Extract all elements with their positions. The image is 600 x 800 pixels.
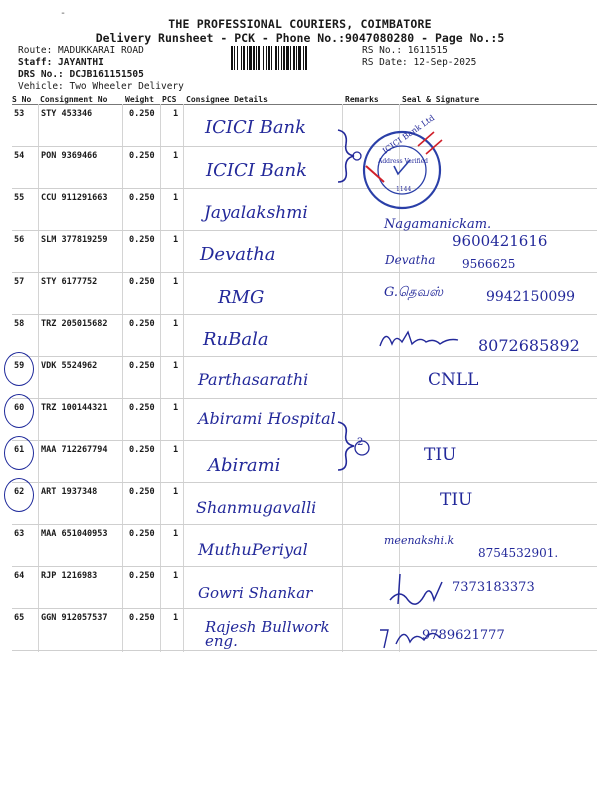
row-sno: 64 — [14, 571, 25, 581]
handwritten-consignee: ICICI Bank — [206, 160, 308, 181]
col-header-consignment: Consignment No — [40, 95, 108, 104]
row-consignment-no: TRZ 205015682 — [41, 319, 108, 329]
handwritten-consignee: Rajesh Bullwork eng. — [205, 618, 330, 650]
signature-scribble — [386, 570, 446, 612]
row-weight: 0.250 — [129, 319, 155, 329]
row-consignment-no: GGN 912057537 — [41, 613, 108, 623]
signature-name: meenakshi.k — [384, 534, 455, 547]
row-weight: 0.250 — [129, 445, 155, 455]
barcode-bar — [281, 46, 282, 70]
row-weight: 0.250 — [129, 487, 155, 497]
row-sno: 58 — [14, 319, 25, 329]
row-sno: 61 — [14, 445, 25, 455]
row-sno: 62 — [14, 487, 25, 497]
row-divider — [12, 272, 597, 273]
row-divider — [12, 566, 597, 567]
row-sno: 53 — [14, 109, 25, 119]
row-sno: 57 — [14, 277, 25, 287]
row-pcs: 1 — [173, 109, 179, 119]
row-weight: 0.250 — [129, 529, 155, 539]
barcode-bar — [249, 46, 252, 70]
barcode-bar — [305, 46, 307, 70]
drs-label: DRS No.: DCJB161151505 — [18, 69, 144, 80]
staff-label: Staff: JAYANTHI — [18, 57, 104, 68]
barcode-bar — [241, 46, 242, 70]
barcode — [231, 46, 357, 70]
signature-phone: 9789621777 — [422, 628, 505, 643]
row-consignment-no: RJP 1216983 — [41, 571, 98, 581]
barcode-bar — [256, 46, 257, 70]
signature: Devatha — [385, 253, 436, 267]
barcode-bar — [275, 46, 277, 70]
row-weight: 0.250 — [129, 235, 155, 245]
signature-phone: 7373183373 — [452, 580, 535, 595]
row-pcs: 1 — [173, 445, 179, 455]
col-header-weight: Weight — [125, 95, 154, 104]
row-weight: 0.250 — [129, 361, 155, 371]
row-pcs: 1 — [173, 319, 179, 329]
row-consignment-no: ART 1937348 — [41, 487, 98, 497]
row-pcs: 1 — [173, 235, 179, 245]
company-title: THE PROFESSIONAL COURIERS, COIMBATORE — [168, 17, 432, 31]
row-pcs: 1 — [173, 529, 179, 539]
row-sno: 60 — [14, 403, 25, 413]
row-divider — [12, 650, 597, 651]
signature: TIU — [424, 445, 457, 465]
barcode-bar — [283, 46, 285, 70]
stamp-text: ICICI Bank Ltd — [380, 113, 437, 156]
row-consignment-no: VDK 5524962 — [41, 361, 98, 371]
col-divider — [122, 104, 123, 652]
handwritten-consignee: Abirami — [208, 455, 281, 476]
rs-date: RS Date: 12-Sep-2025 — [362, 57, 477, 68]
row-sno: 54 — [14, 151, 25, 161]
barcode-bar — [271, 46, 272, 70]
brace-marker-number: 2 — [357, 437, 364, 448]
barcode-bar — [268, 46, 270, 70]
handwritten-consignee: Gowri Shankar — [198, 584, 313, 602]
barcode-bar — [234, 46, 235, 70]
col-divider — [38, 104, 39, 652]
row-consignment-no: MAA 651040953 — [41, 529, 108, 539]
signature-name: Nagamanickam. — [384, 217, 492, 232]
barcode-bar — [263, 46, 264, 70]
row-pcs: 1 — [173, 487, 179, 497]
barcode-bar — [258, 46, 260, 70]
stamp-text: Address Verified — [378, 158, 429, 165]
signature-phone: 8072685892 — [478, 336, 580, 355]
row-consignment-no: CCU 911291663 — [41, 193, 108, 203]
col-divider — [160, 104, 161, 652]
row-sno: 65 — [14, 613, 25, 623]
row-weight: 0.250 — [129, 277, 155, 287]
signature-phone: 8754532901. — [478, 546, 559, 560]
barcode-bar — [278, 46, 279, 70]
handwritten-consignee: MuthuPeriyal — [198, 540, 308, 559]
row-pcs: 1 — [173, 151, 179, 161]
handwritten-consignee: Abirami Hospital — [198, 409, 336, 428]
stray-mark: - — [60, 8, 67, 19]
vehicle-label: Vehicle: Two Wheeler Delivery — [18, 81, 184, 92]
row-consignment-no: STY 453346 — [41, 109, 93, 119]
barcode-bar — [303, 46, 304, 70]
col-header-seal: Seal & Signature — [402, 95, 480, 104]
rs-number: RS No.: 1611515 — [362, 45, 448, 56]
row-pcs: 1 — [173, 361, 179, 371]
row-divider — [12, 314, 597, 315]
row-pcs: 1 — [173, 277, 179, 287]
header-rule — [12, 104, 597, 105]
row-divider — [12, 440, 597, 441]
row-pcs: 1 — [173, 571, 179, 581]
signature: G.தெவஸ் — [384, 285, 444, 300]
barcode-bar — [296, 46, 297, 70]
route-label: Route: MADUKKARAI ROAD — [18, 45, 144, 56]
col-header-pcs: PCS — [162, 95, 177, 104]
row-weight: 0.250 — [129, 571, 155, 581]
row-consignment-no: MAA 712267794 — [41, 445, 108, 455]
row-divider — [12, 524, 597, 525]
row-divider — [12, 146, 597, 147]
circled-serial-mark — [4, 394, 34, 428]
row-pcs: 1 — [173, 403, 179, 413]
brace-mark — [334, 418, 374, 474]
barcode-bar — [290, 46, 291, 70]
row-weight: 0.250 — [129, 151, 155, 161]
circled-serial-mark — [4, 478, 34, 512]
barcode-bar — [231, 46, 233, 70]
row-divider — [12, 356, 597, 357]
signature-phone: 9566625 — [462, 257, 516, 271]
row-consignment-no: PON 9369466 — [41, 151, 98, 161]
row-divider — [12, 482, 597, 483]
circled-serial-mark — [4, 352, 34, 386]
row-consignment-no: STY 6177752 — [41, 277, 98, 287]
col-divider — [342, 104, 343, 652]
signature: CNLL — [428, 370, 479, 390]
handwritten-consignee: Shanmugavalli — [196, 498, 317, 517]
barcode-bar — [286, 46, 289, 70]
barcode-bar — [237, 46, 238, 70]
row-sno: 59 — [14, 361, 25, 371]
handwritten-consignee: RMG — [218, 287, 265, 308]
runsheet-subtitle: Delivery Runsheet - PCK - Phone No.:9047080280 - Page No.:5 — [95, 31, 505, 45]
row-sno: 56 — [14, 235, 25, 245]
barcode-bar — [293, 46, 295, 70]
row-weight: 0.250 — [129, 403, 155, 413]
row-consignment-no: TRZ 100144321 — [41, 403, 108, 413]
barcode-bar — [243, 46, 245, 70]
signature-scribble — [378, 326, 468, 352]
barcode-bar — [266, 46, 267, 70]
barcode-bar — [247, 46, 248, 70]
handwritten-consignee: Jayalakshmi — [204, 203, 308, 223]
row-divider — [12, 398, 597, 399]
circled-serial-mark — [4, 436, 34, 470]
col-header-sno: S No — [12, 95, 32, 104]
row-sno: 55 — [14, 193, 25, 203]
signature-phone: 9942150099 — [486, 289, 576, 305]
row-weight: 0.250 — [129, 613, 155, 623]
col-header-consignee: Consignee Details — [186, 95, 268, 104]
barcode-bar — [298, 46, 301, 70]
col-divider — [183, 104, 184, 652]
handwritten-consignee: RuBala — [203, 329, 269, 350]
stamp-text: 1144 — [396, 186, 412, 193]
handwritten-consignee: Devatha — [200, 244, 276, 265]
row-divider — [12, 188, 597, 189]
handwritten-consignee: ICICI Bank — [205, 117, 307, 138]
handwritten-consignee: Parthasarathi — [198, 370, 309, 389]
row-pcs: 1 — [173, 193, 179, 203]
row-sno: 63 — [14, 529, 25, 539]
row-weight: 0.250 — [129, 193, 155, 203]
row-weight: 0.250 — [129, 109, 155, 119]
barcode-bar — [253, 46, 255, 70]
row-pcs: 1 — [173, 613, 179, 623]
signature-phone: 9600421616 — [452, 232, 548, 250]
signature: TIU — [440, 490, 473, 510]
row-divider — [12, 608, 597, 609]
row-consignment-no: SLM 377819259 — [41, 235, 108, 245]
row-divider — [12, 230, 597, 231]
col-header-remarks: Remarks — [345, 95, 379, 104]
